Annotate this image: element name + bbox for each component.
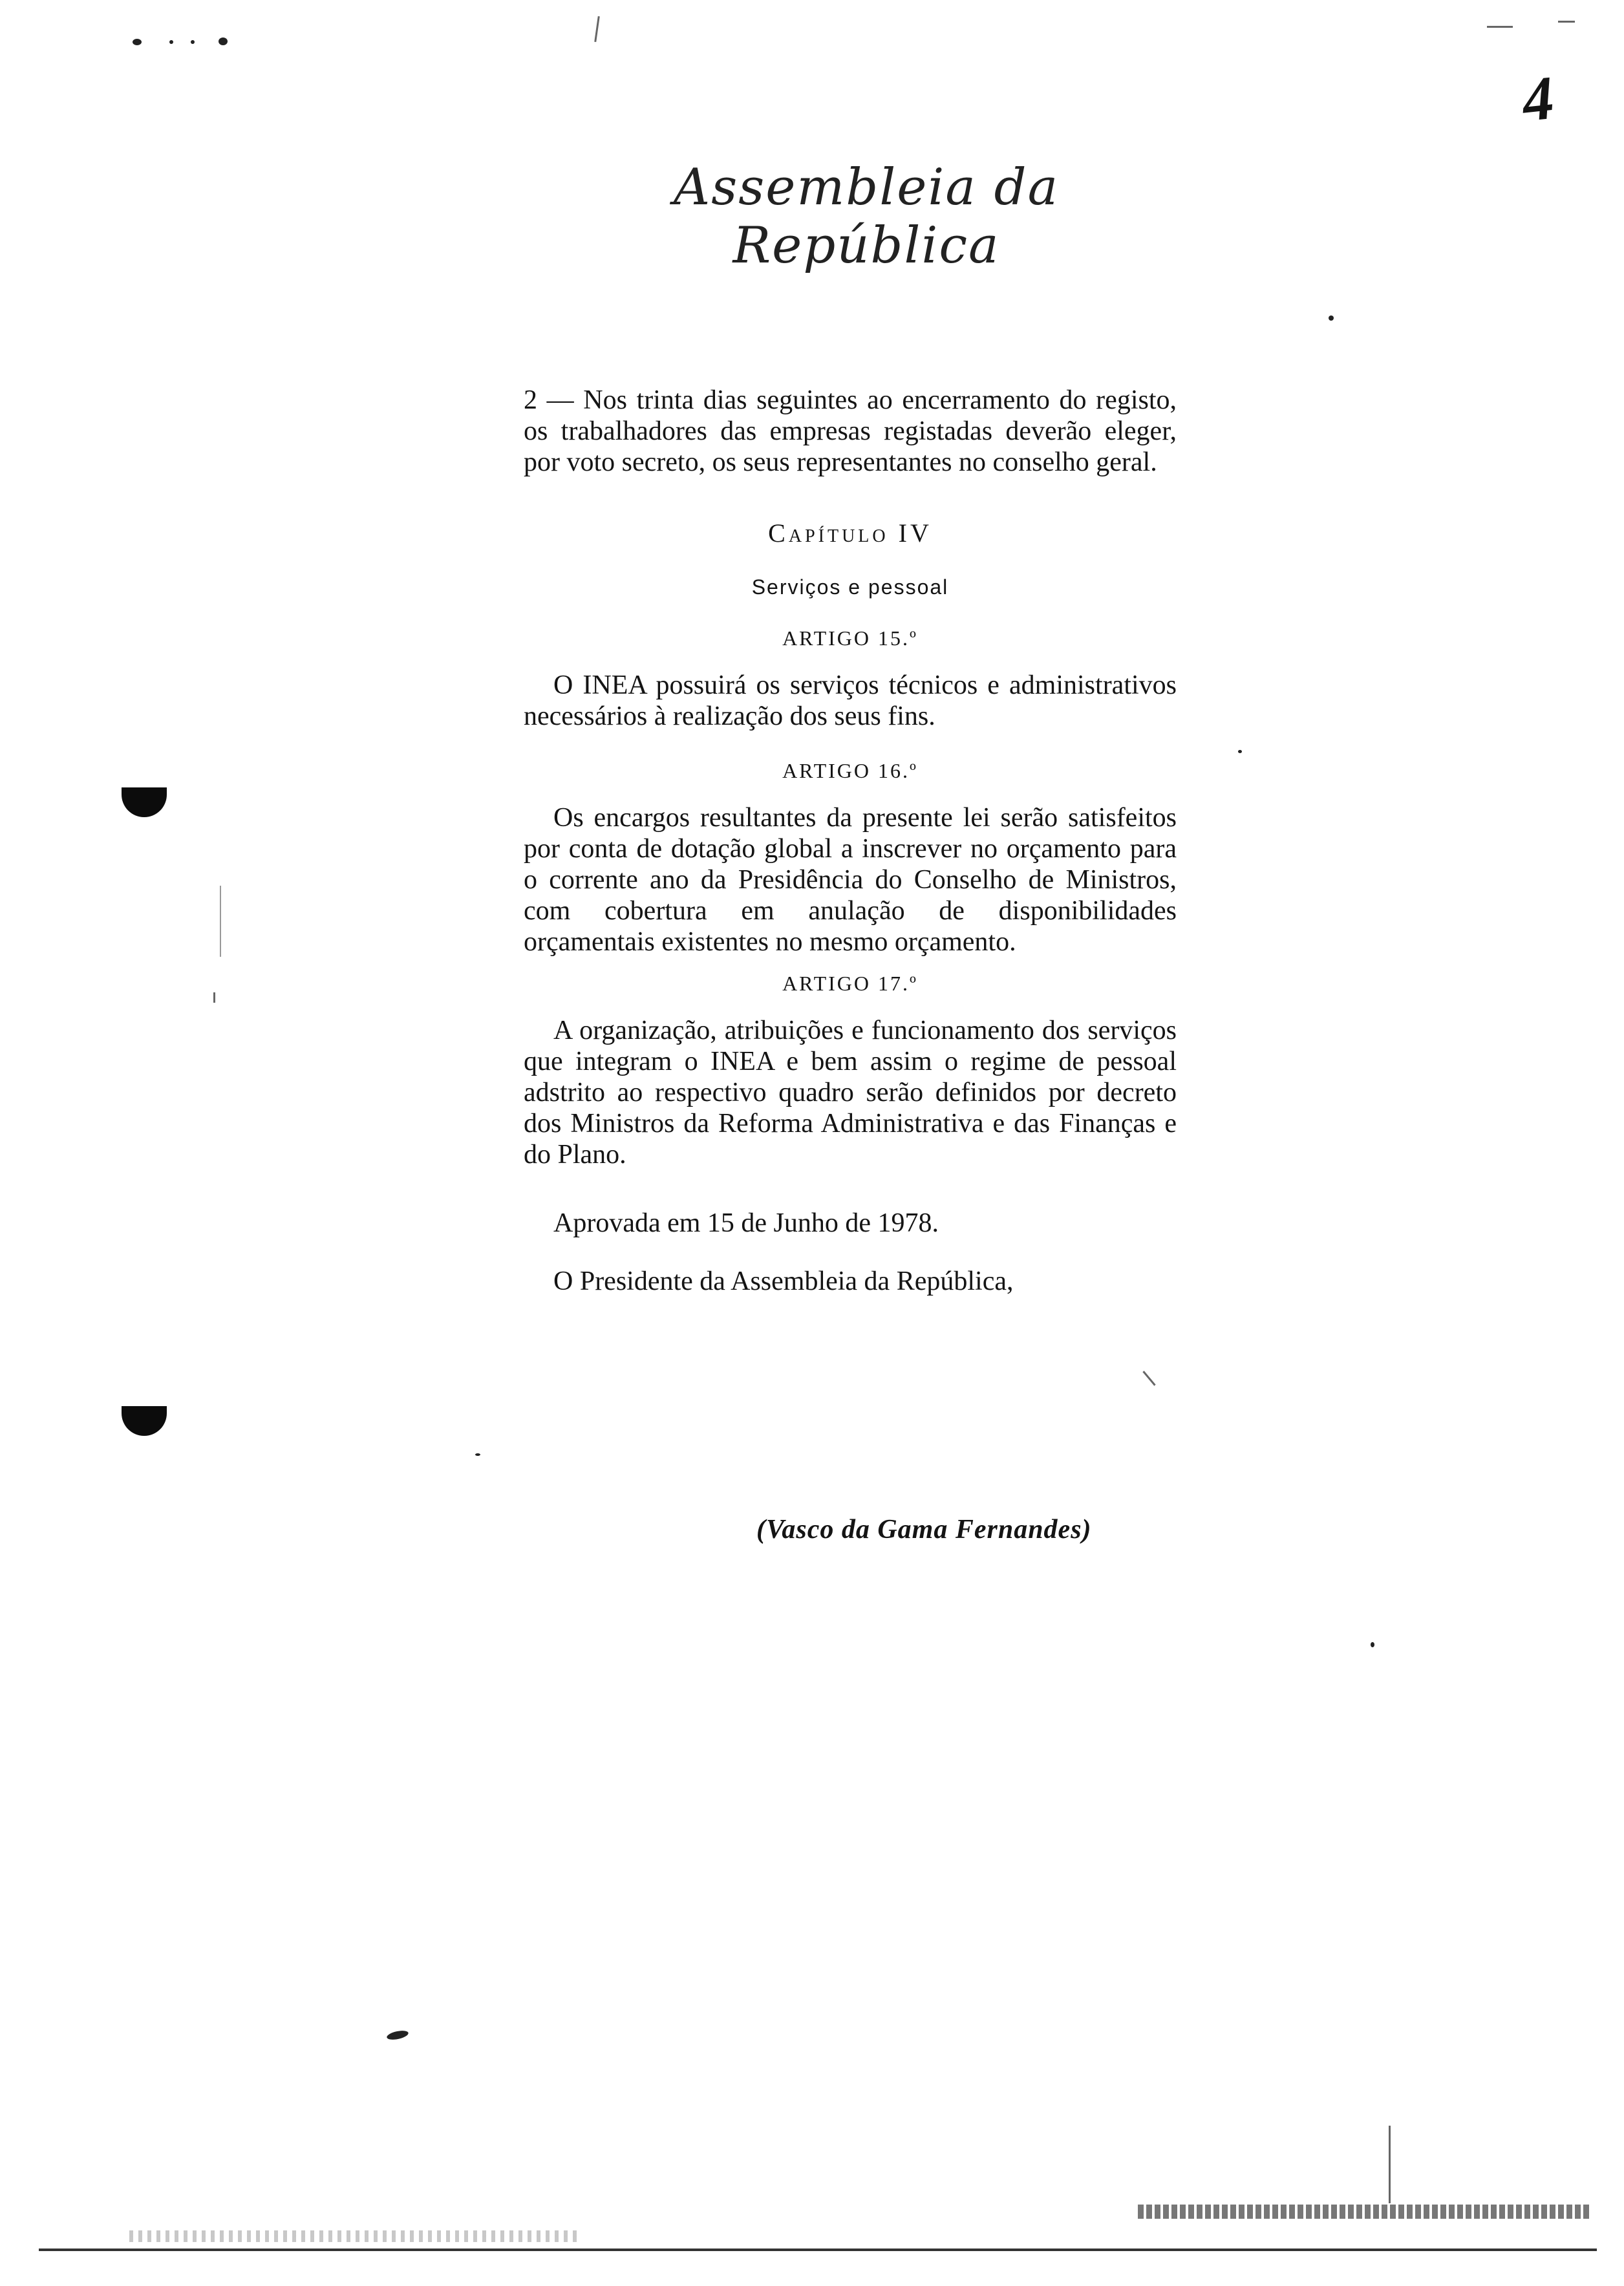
- punch-hole: [122, 787, 167, 817]
- scan-speck: [1329, 315, 1334, 321]
- chapter-title: Capítulo IV: [768, 518, 932, 548]
- article-15: [524, 626, 1177, 732]
- article-heading: ARTIGO 16.º: [782, 759, 918, 782]
- scan-speck: [219, 37, 228, 45]
- approval-date: Aprovada em 15 de Junho de 1978.: [553, 1208, 939, 1238]
- president-line: O Presidente da Assembleia da República,: [553, 1266, 1014, 1296]
- article-17: [524, 972, 1177, 1170]
- signature-name: (Vasco da Gama Fernandes): [756, 1515, 1092, 1544]
- article-16: [524, 759, 1177, 957]
- scan-speck: [386, 2029, 409, 2042]
- scan-mark: [1389, 2126, 1391, 2203]
- scan-mark: [594, 16, 600, 42]
- document-body: [524, 385, 1177, 1297]
- article-text: O INEA possuirá os serviços técnicos e administrativos necessários à realização dos seus fins.: [524, 670, 1177, 731]
- article-text: A organização, atribuições e funcionamento dos serviços que integram o INEA e bem assim o regime de pessoal adstrito ao respectivo quadro serão definidos por decreto dos Ministros da Reforma Administrativa e das Finanças e do Plano.: [524, 1016, 1177, 1170]
- scan-speck: [1238, 750, 1242, 753]
- page-number: 4: [1519, 62, 1557, 135]
- chapter-subtitle: Serviços e pessoal: [751, 575, 949, 599]
- scan-mark: [1142, 1371, 1155, 1385]
- letterhead: Assembleia da República: [673, 158, 1060, 275]
- intro-paragraph: 2 — Nos trinta dias seguintes ao encerramento do registo, os trabalhadores das empresas registadas deverão eleger, por voto secreto, os seus representantes no conselho geral.: [524, 385, 1177, 477]
- scan-speck: [1371, 1642, 1374, 1647]
- scan-speck: [475, 1453, 480, 1456]
- scan-speck: [191, 40, 195, 44]
- article-heading: ARTIGO 17.º: [782, 972, 918, 995]
- scan-noise: [1138, 2205, 1590, 2219]
- article-text: Os encargos resultantes da presente lei serão satisfeitos por conta de dotação global a inscrever no orçamento para o corrente ano da Presidência do Conselho de Ministros, com cobertura em anulação de disponibilidades orçamentais existentes no mesmo orçamento.: [524, 803, 1177, 957]
- scan-mark: [220, 886, 221, 957]
- page-edge-line: [39, 2249, 1597, 2251]
- scan-noise: [129, 2230, 582, 2242]
- scan-speck: [133, 39, 142, 45]
- scan-mark: [213, 992, 215, 1003]
- scan-mark: [1487, 26, 1513, 28]
- article-heading: ARTIGO 15.º: [782, 626, 918, 650]
- scan-mark: [1558, 21, 1575, 23]
- scan-speck: [169, 40, 173, 44]
- punch-hole: [122, 1406, 167, 1436]
